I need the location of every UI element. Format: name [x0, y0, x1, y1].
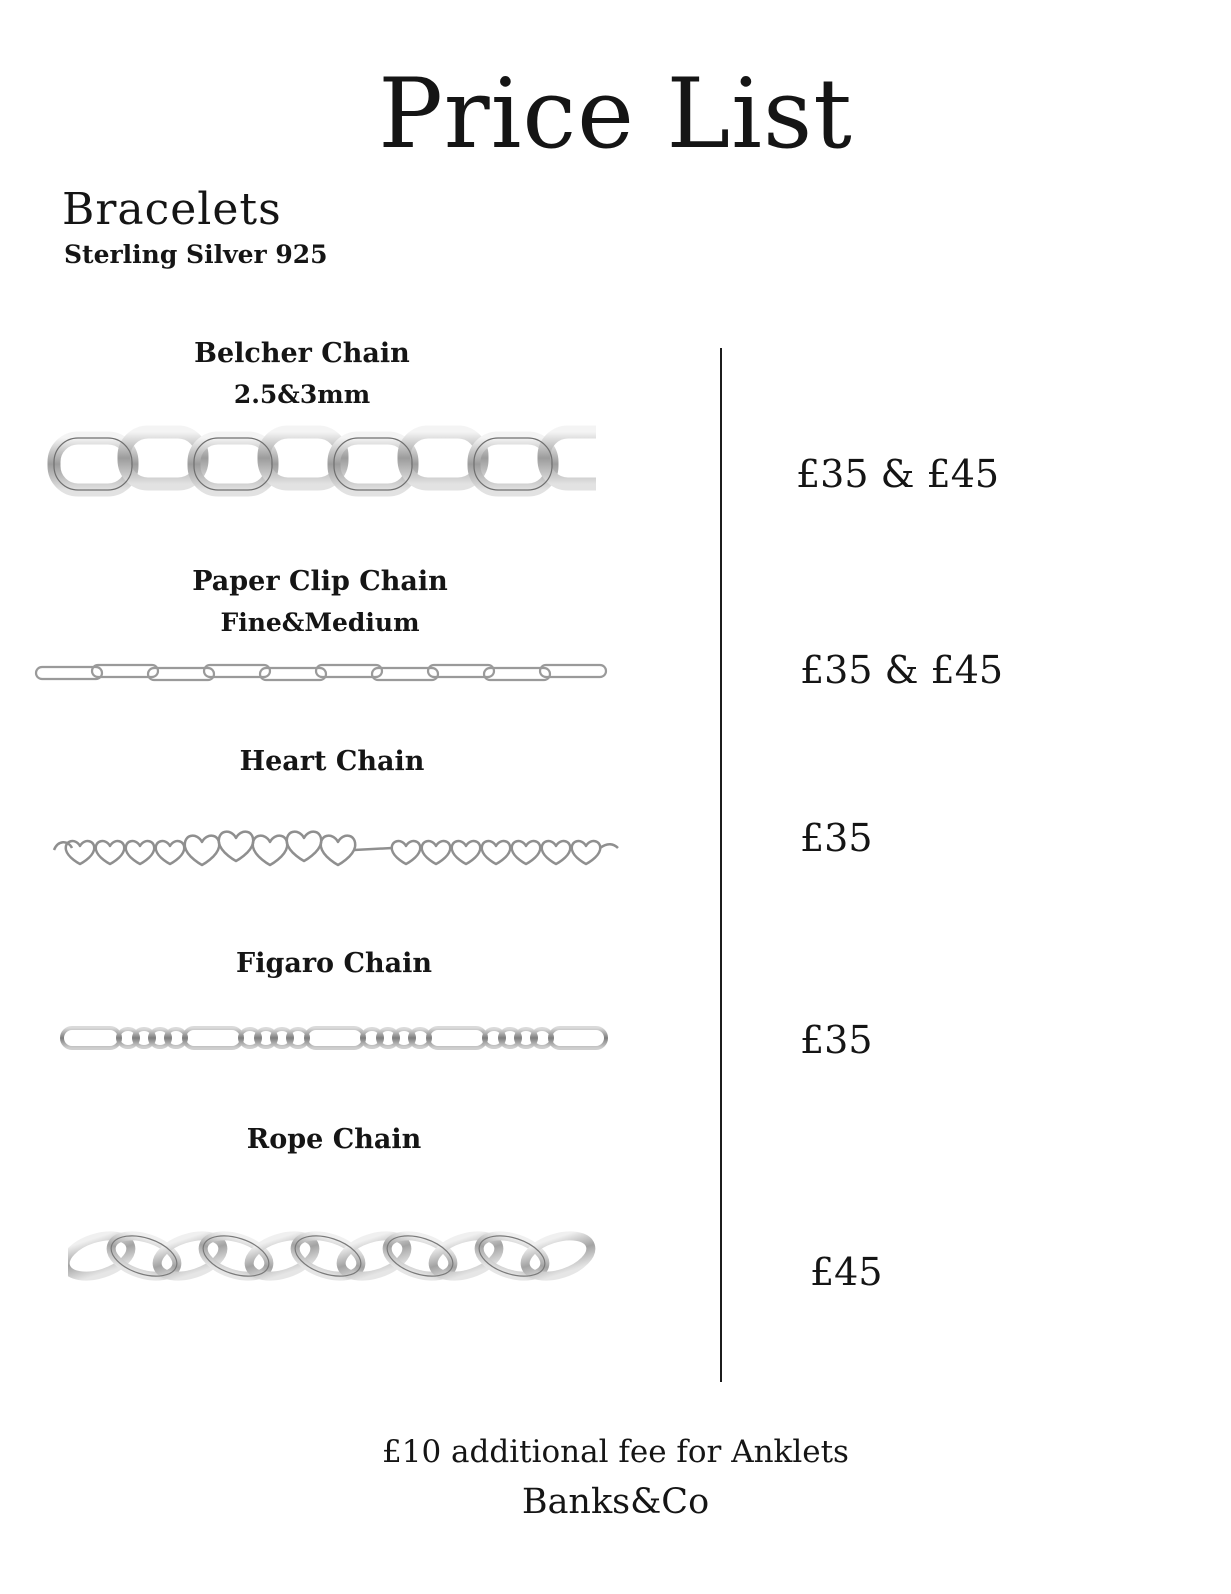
- price-figaro: £35: [800, 1018, 873, 1062]
- paper-clip-chain-image: [34, 660, 608, 686]
- price-belcher: £35 & £45: [796, 452, 1000, 496]
- brand-name: Banks&Co: [521, 1482, 710, 1522]
- chain-name-belcher: Belcher Chain: [194, 338, 410, 369]
- price-paper-clip: £35 & £45: [800, 648, 1004, 692]
- anklet-fee-note: £10 additional fee for Anklets: [382, 1434, 849, 1470]
- price-heart: £35: [800, 816, 873, 860]
- chain-size-paper-clip: Fine&Medium: [220, 608, 420, 637]
- chain-name-heart: Heart Chain: [239, 746, 425, 777]
- column-divider: [720, 348, 722, 1382]
- chain-name-rope: Rope Chain: [246, 1124, 422, 1155]
- section-subtitle: Sterling Silver 925: [64, 240, 328, 269]
- price-rope: £45: [810, 1250, 883, 1294]
- heart-chain-image: [52, 826, 620, 874]
- rope-chain-image: [68, 1214, 600, 1298]
- chain-name-paper-clip: Paper Clip Chain: [192, 566, 448, 597]
- section-title: Bracelets: [62, 184, 282, 235]
- page-title: Price List: [378, 58, 853, 170]
- chain-name-figaro: Figaro Chain: [236, 948, 432, 979]
- belcher-chain-image: [46, 418, 596, 502]
- figaro-chain-image: [60, 1020, 608, 1056]
- chain-size-belcher: 2.5&3mm: [233, 380, 371, 409]
